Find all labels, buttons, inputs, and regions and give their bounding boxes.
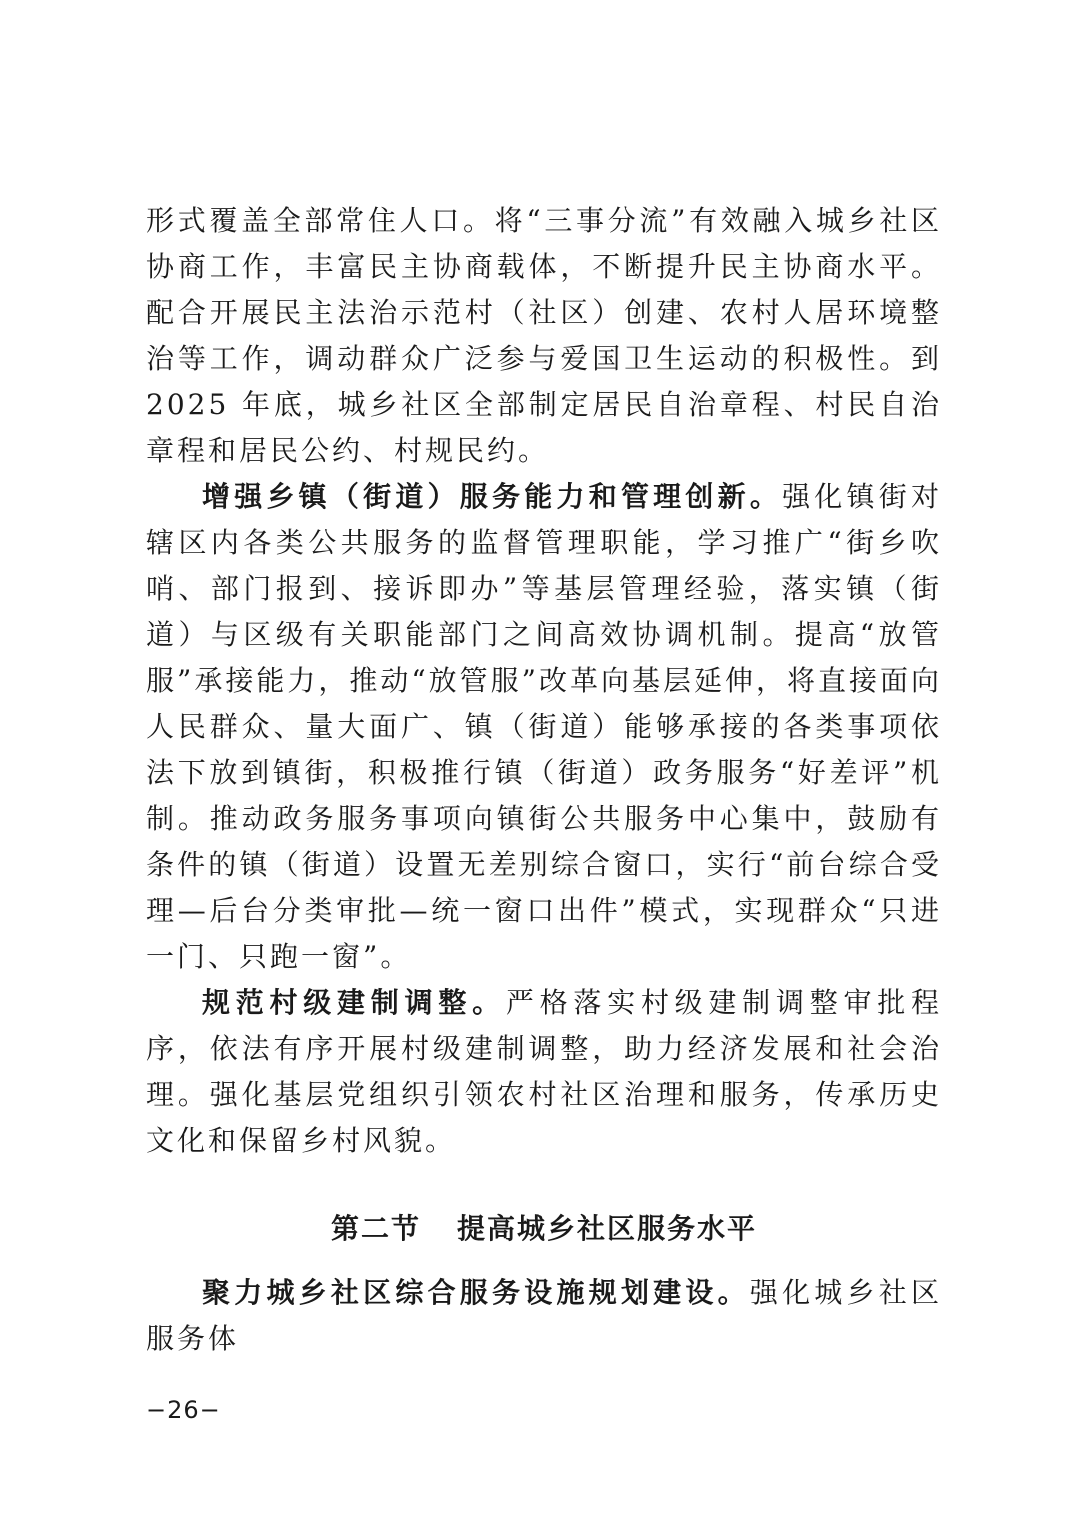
continued-paragraph: 形式覆盖全部常住人口。将“三事分流”有效融入城乡社区协商工作，丰富民主协商载体，不断提升民主协商水平。配合开展民主法治示范村（社区）创建、农村人居环境整治等工作，调动群众广泛参与爱国卫生运动的积极性。到 2025 年底，城乡社区全部制定居民自治章程、村民自治章程和居民公约、村规民约。 bbox=[146, 204, 942, 467]
section-heading bbox=[146, 1206, 942, 1252]
page-number: −26− bbox=[146, 1396, 221, 1424]
paragraph-body: 强化镇街对辖区内各类公共服务的监督管理职能，学习推广“街乡吹哨、部门报到、接诉即办”等基层管理经验，落实镇（街道）与区级有关职能部门之间高效协调机制。提高“放管服”承接能力，推动“放管服”改革向基层延伸，将直接面向人民群众、量大面广、镇（街道）能够承接的各类事项依法下放到镇街，积极推行镇（街道）政务服务“好差评”机制。推动政务服务事项向镇街公共服务中心集中，鼓励有条件的镇（街道）设置无差别综合窗口，实行“前台综合受理—后台分类审批—统一窗口出件”模式，实现群众“只进一门、只跑一窗”。 bbox=[146, 480, 942, 973]
paragraph-lead: 聚力城乡社区综合服务设施规划建设。 bbox=[202, 1276, 750, 1309]
paragraph-body: 强化城乡社区服务体 bbox=[146, 1276, 942, 1355]
section-body bbox=[146, 1270, 942, 1362]
paragraph-village-adjustment bbox=[146, 980, 942, 1164]
section-number: 第二节 bbox=[330, 1212, 421, 1245]
paragraph-facility-planning bbox=[146, 1270, 942, 1362]
paragraph-lead: 增强乡镇（街道）服务能力和管理创新。 bbox=[202, 480, 783, 513]
paragraph-lead: 规范村级建制调整。 bbox=[202, 986, 506, 1019]
paragraph-body: 严格落实村级建制调整审批程序，依法有序开展村级建制调整，助力经济发展和社会治理。强化基层党组织引领农村社区治理和服务，传承历史文化和保留乡村风貌。 bbox=[146, 986, 942, 1157]
section-title: 提高城乡社区服务水平 bbox=[457, 1212, 758, 1245]
paragraph-township-services bbox=[146, 474, 942, 980]
body-text bbox=[146, 198, 942, 1164]
